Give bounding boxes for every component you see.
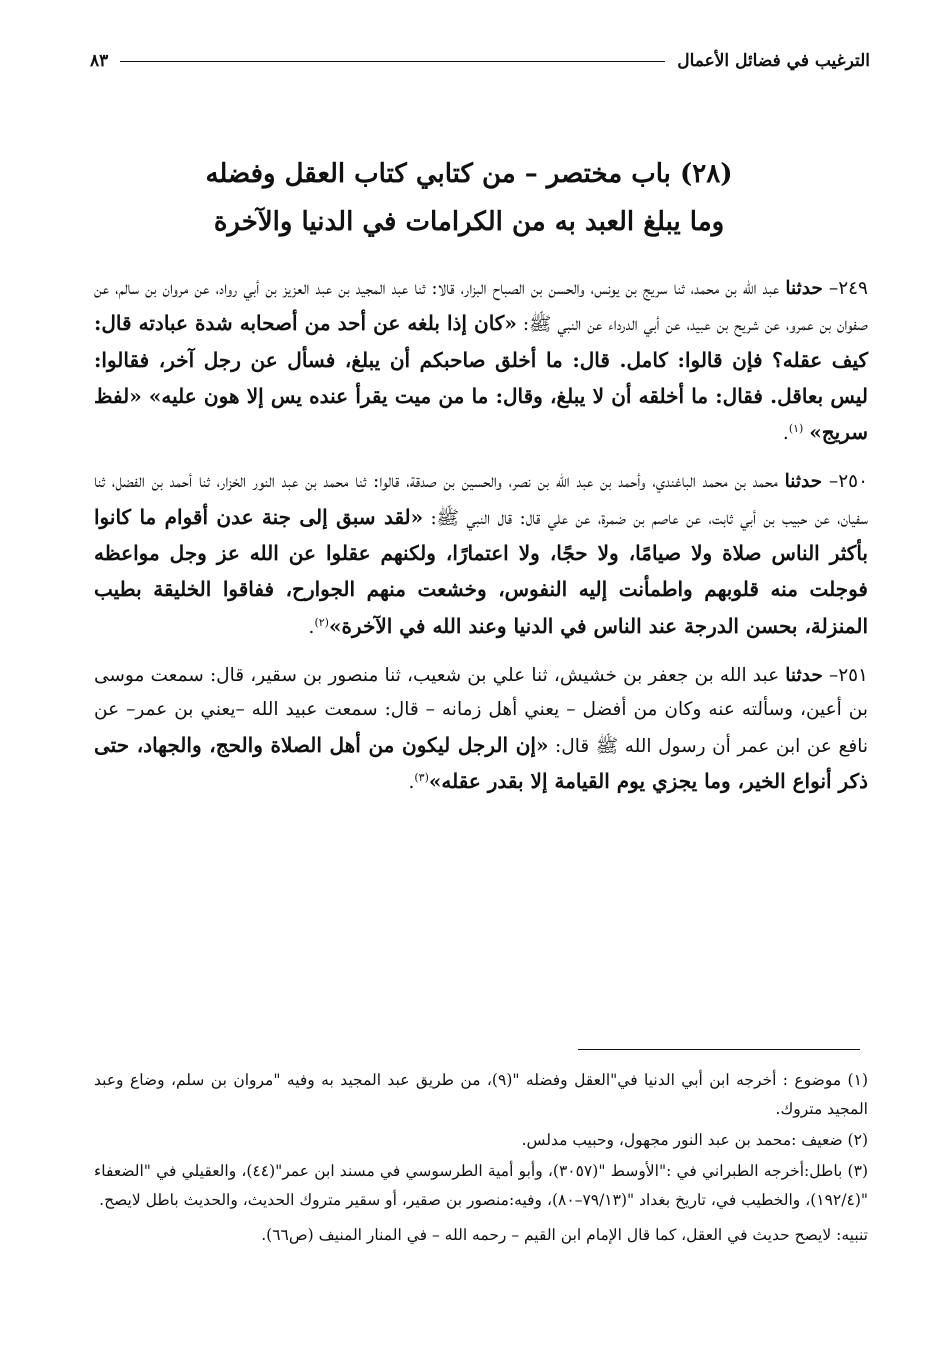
hadith-matn: «لقد سبق إلى جنة عدن أقوام ما كانوا بأكثر الناس صلاة ولا صيامًا، ولا حجًا، ولا اعتمارًا، ولكنهم عقلوا عن الله عز وجل مواعظه فوجلت منه قلوبهم واطمأنت إليه النفوس، وخشعت منهم الجوارح، ففاقوا الخليقة بطيب المنزلة، بحسن الدرجة عند الناس في الدنيا وعند الله في الآخرة» bbox=[94, 504, 868, 638]
hadith-isnad: عبد الله بن محمد، ثنا سريج بن يونس، والحسن بن الصباح البزار، قالا: ثنا عبد المجيد بن عبد العزيز بن أبي رواد، عن مروان بن سالم، عن صفوان بن عمرو، عن شريح بن عبيد، عن أبي الدرداء عن النبي ﷺ: bbox=[94, 278, 869, 336]
hadith-matn: «كان إذا بلغه عن أحد من أصحابه شدة عبادته قال: كيف عقله؟ فإن قالوا: كامل. قال: ما أخلق صاحبكم أن يبلغ، فسأل عن رجل آخر، فقالوا: ليس بعاقل. فقال: ما أخلقه أن لا يبلغ، وقال: ما من ميت يقرأ عنده يس إلا هون عليه» «لفظ سريج» bbox=[94, 311, 868, 445]
hadith-number: ٢٤٩– bbox=[828, 278, 868, 299]
running-title: الترغيب في فضائل الأعمال bbox=[677, 51, 870, 71]
footnote-1: (١) موضوع : أخرجه ابن أبي الدنيا في"العقل وفضله "(٩)، من طريق عبد المجيد به وفيه "مروان بن سلم، وضاع وعبد المجيد متروك. bbox=[94, 1071, 868, 1118]
editor-note: تنبيه: لايصح حديث في العقل، كما قال الإمام ابن القيم – رحمه الله – في المنار المنيف (ص٦٦). bbox=[261, 1226, 868, 1244]
hadith-end: . bbox=[308, 616, 315, 638]
page-number: ٨٣ bbox=[90, 51, 109, 71]
hadith-251 bbox=[94, 659, 868, 800]
haddathana-word: حدثنا bbox=[785, 664, 823, 686]
chapter-title-line-2: وما يبلغ العبد به من الكرامات في الدنيا والآخرة bbox=[213, 207, 725, 237]
hadith-end: . bbox=[782, 423, 789, 445]
chapter-title bbox=[80, 150, 858, 246]
hadith-end: . bbox=[408, 771, 415, 793]
hadith-number: ٢٥١– bbox=[828, 664, 868, 686]
hadith-isnad: محمد بن محمد الباغندي، وأحمد بن عبد الله بن نصر، والحسين بن صدقة، قالوا: ثنا محمد بن عبد النور الخزار، ثنا أحمد بن الفضل، ثنا سفيان، عن حبيب بن أبي ثابت، عن عاصم بن ضمرة، عن علي قال: قال النبي ﷺ: bbox=[94, 471, 868, 529]
hadith-isnad: عبد الله بن جعفر بن خشيش، ثنا علي بن شعيب، ثنا منصور بن سقير، قال: سمعت موسى بن أعين، وسألته عنه وكان من أفضل – يعني أهل زمانه – قال: سمعت عبيد الله –يعني بن عمر– عن نافع عن ابن عمر أن رسول الله ﷺ قال: bbox=[94, 664, 868, 757]
hadith-number: ٢٥٠– bbox=[828, 471, 869, 493]
footnote-ref: (١) bbox=[788, 422, 804, 436]
haddathana-word: حدثنا bbox=[785, 278, 823, 299]
footnote-2: (٢) ضعيف :محمد بن عبد النور مجهول، وحبيب مدلس. bbox=[521, 1131, 868, 1149]
hadith-249 bbox=[94, 272, 868, 451]
header-rule bbox=[120, 61, 665, 62]
footnote-3: (٣) باطل:أخرجه الطبراني في :"الأوسط "(٣٠٥٧)، وأبو أمية الطرسوسي في مسند ابن عمر"(٤٤)، والعقيلي في "الضعفاء "(١٩٢/٤)، والخطيب في، تاريخ بغداد "(٧٩/١٣–٨٠)، وفيه:منصور بن صقير، أو سقير متروك الحديث، والحديث باطل لايصح. bbox=[94, 1162, 868, 1209]
haddathana-word: حدثنا bbox=[784, 471, 823, 493]
footnotes bbox=[94, 1066, 868, 1252]
body-text bbox=[94, 272, 868, 814]
chapter-title-line-1: (٢٨) باب مختصر – من كتابي كتاب العقل وفضله bbox=[205, 159, 733, 189]
footnote-ref: (٢) bbox=[314, 615, 329, 629]
footnote-ref: (٣) bbox=[414, 770, 429, 784]
footnote-separator bbox=[578, 1049, 860, 1050]
running-header bbox=[90, 48, 870, 74]
hadith-250 bbox=[94, 465, 868, 644]
hadith-matn: «إن الرجل ليكون من أهل الصلاة والحج، والجهاد، حتى ذكر أنواع الخير، وما يجزي يوم القيامة إلا بقدر عقله» bbox=[94, 732, 868, 793]
